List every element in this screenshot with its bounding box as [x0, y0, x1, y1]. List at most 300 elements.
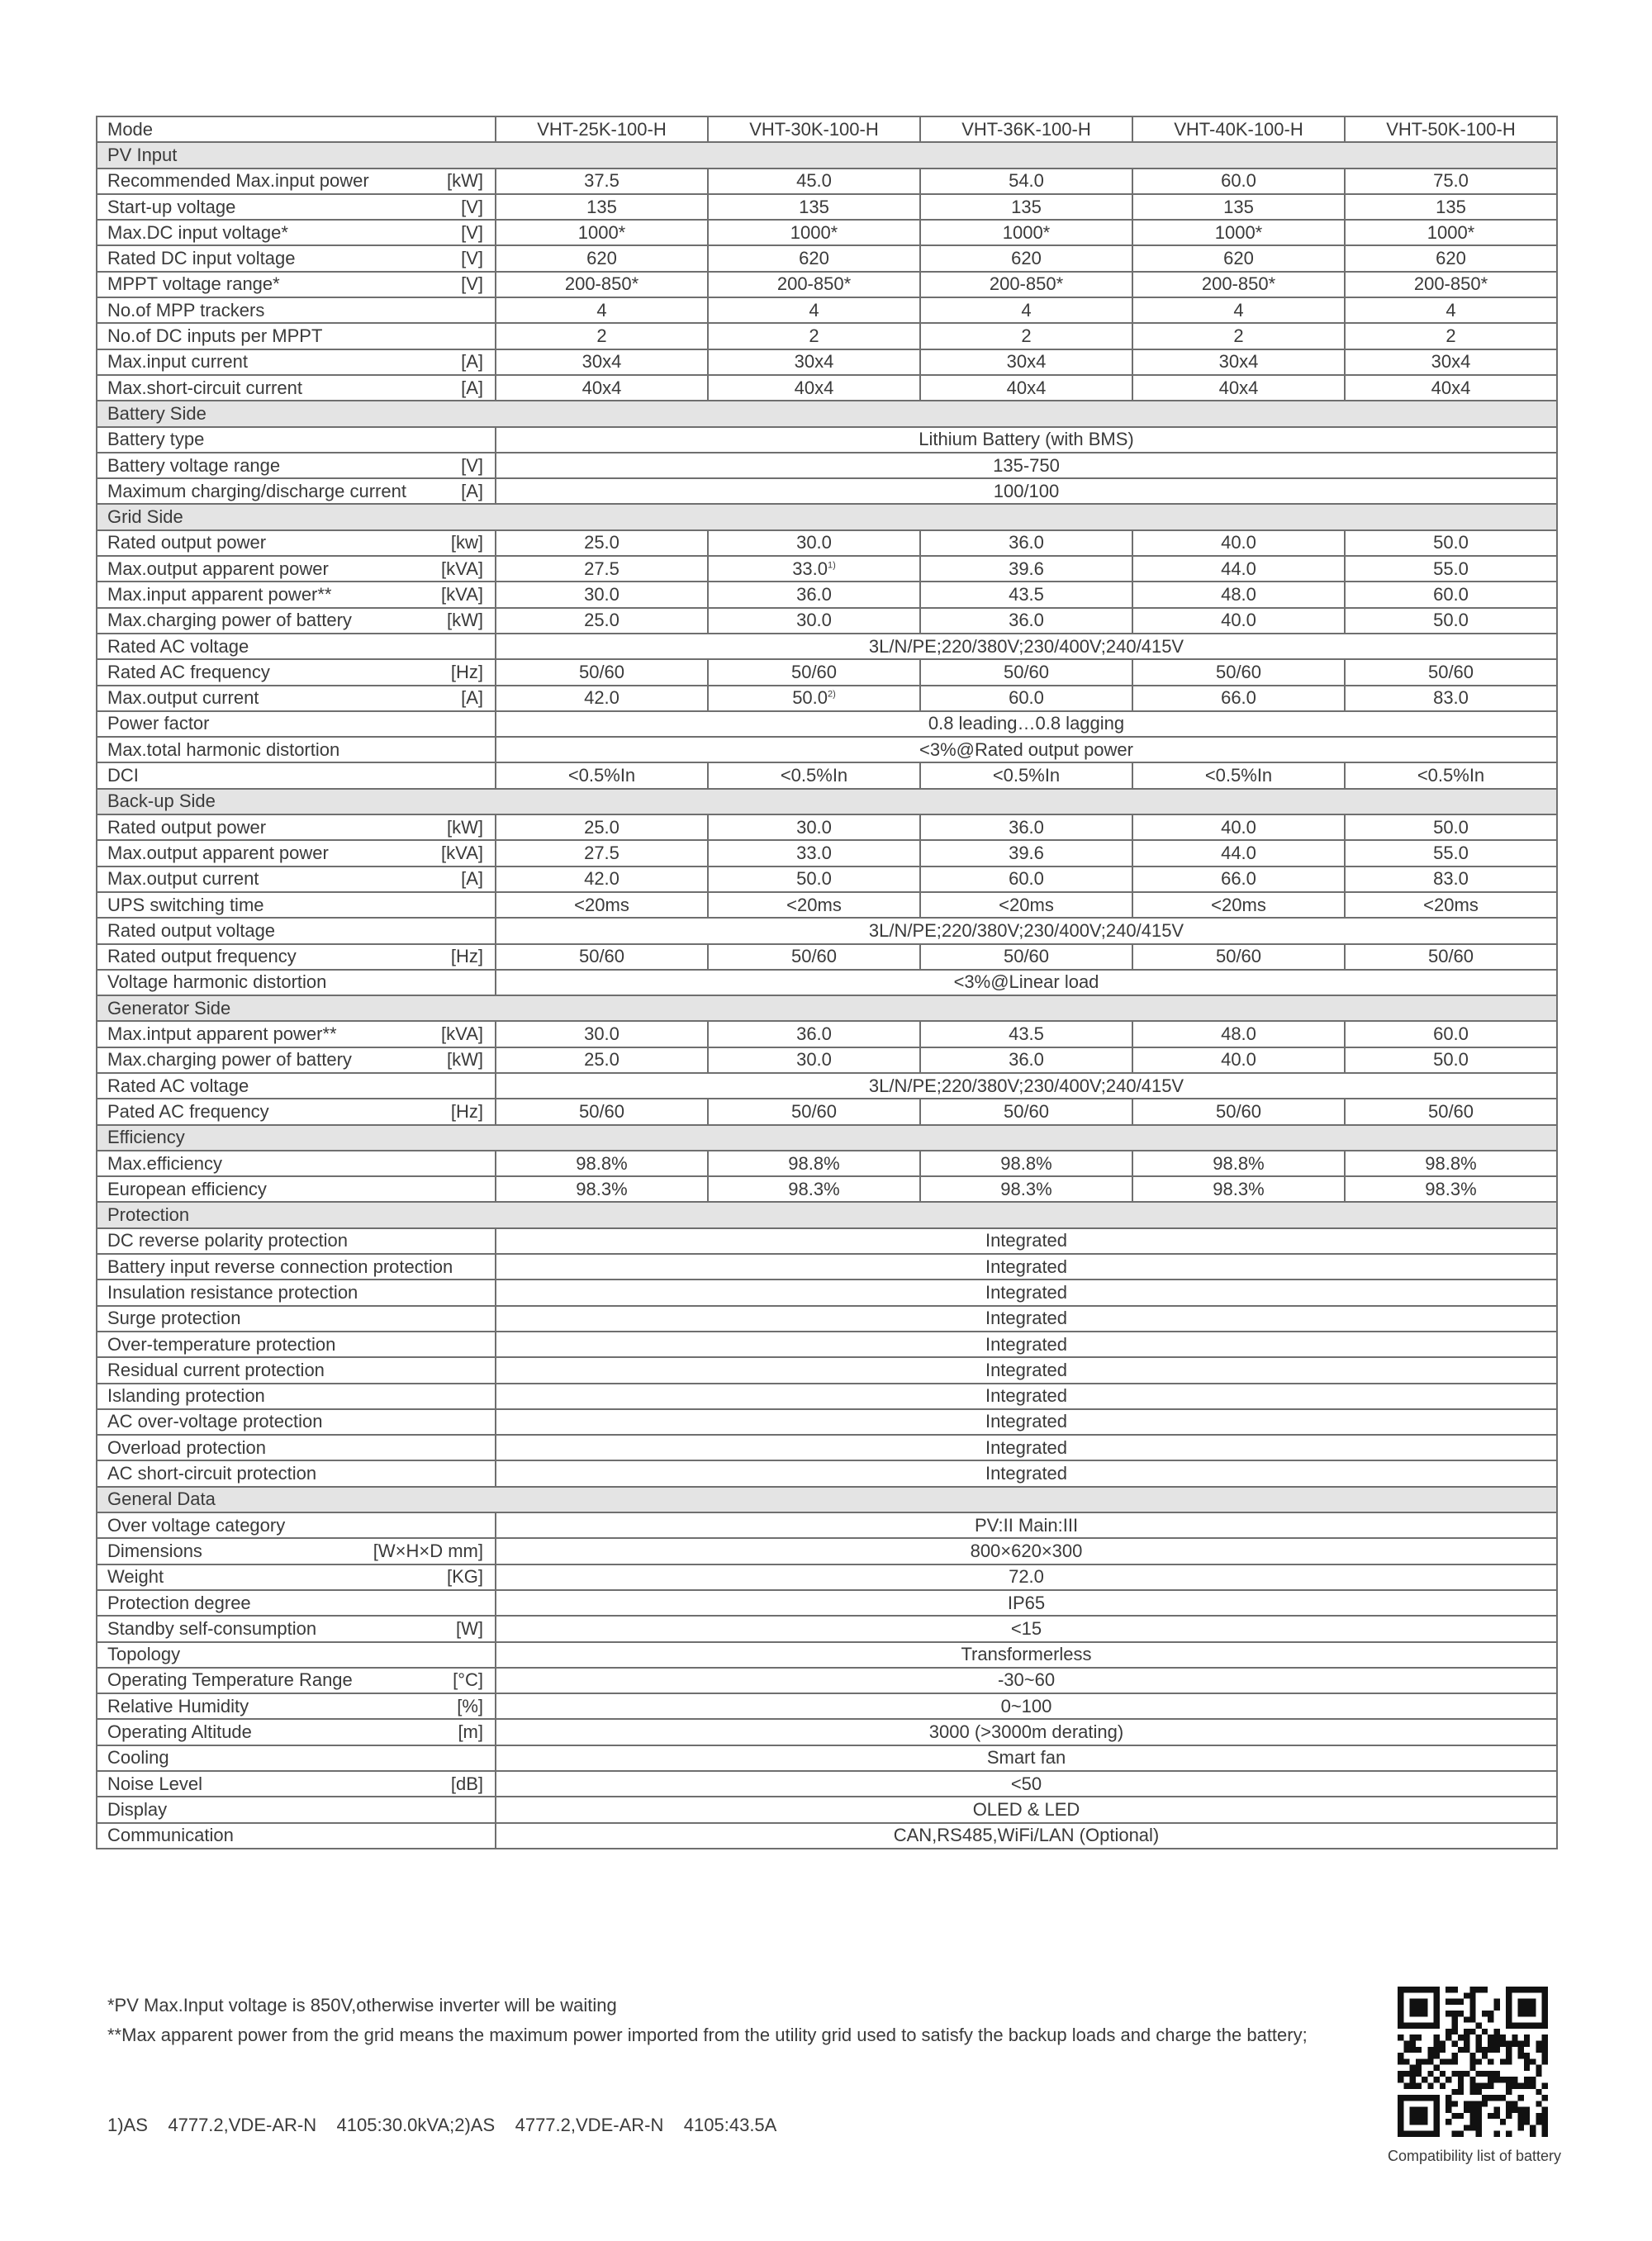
spec-value-text: 30x4: [582, 351, 622, 373]
spec-value: [496, 686, 708, 711]
footnote-marker: 1): [828, 560, 836, 571]
spec-row: [97, 608, 1557, 634]
spec-row: [97, 1099, 1557, 1124]
spec-value-text: 48.0: [1221, 583, 1256, 605]
spec-label-cell: [97, 1590, 496, 1616]
section-title: Efficiency: [97, 1125, 1557, 1151]
spec-label: Operating Temperature Range: [107, 1669, 353, 1691]
spec-unit: [kW]: [447, 1049, 483, 1071]
spec-label-cell: [97, 1771, 496, 1797]
spec-row: [97, 1435, 1557, 1460]
spec-value: [708, 194, 920, 220]
spec-label: Max.output apparent power: [107, 842, 329, 863]
spec-label: Voltage harmonic distortion: [107, 971, 327, 993]
spec-label-cell: [97, 1047, 496, 1073]
spec-value: [920, 1099, 1132, 1124]
spec-value: [920, 866, 1132, 892]
spec-value-shared: PV:II Main:III: [496, 1512, 1557, 1538]
spec-label: Residual current protection: [107, 1359, 325, 1380]
spec-value: [708, 1047, 920, 1073]
spec-value-text: 60.0: [1009, 868, 1044, 890]
section-title: Back-up Side: [97, 789, 1557, 814]
model-name: VHT-40K-100-H: [1132, 116, 1345, 142]
spec-row: [97, 478, 1557, 504]
spec-value-shared: 135-750: [496, 453, 1557, 478]
spec-row: [97, 918, 1557, 943]
spec-value: [920, 944, 1132, 970]
spec-value-shared: Integrated: [496, 1332, 1557, 1357]
spec-unit: [kVA]: [441, 842, 483, 863]
spec-value-text: 40.0: [1221, 532, 1256, 553]
spec-value-text: <20ms: [574, 894, 629, 915]
spec-label-cell: [97, 1073, 496, 1099]
spec-value: [496, 194, 708, 220]
model-name: VHT-25K-100-H: [496, 116, 708, 142]
spec-label-cell: [97, 1306, 496, 1332]
spec-value-text: 66.0: [1221, 868, 1256, 890]
spec-value-text: 2: [1021, 325, 1032, 347]
spec-value-text: 50.0: [1433, 532, 1469, 553]
spec-label: AC over-voltage protection: [107, 1411, 323, 1432]
spec-value: [1132, 375, 1345, 401]
spec-unit: [V]: [461, 248, 483, 269]
spec-value-shared: 0.8 leading…0.8 lagging: [496, 711, 1557, 737]
spec-value-text: 2: [1446, 325, 1456, 347]
spec-label: Communication: [107, 1825, 234, 1846]
spec-value-text: 200-850*: [989, 273, 1064, 295]
spec-label-cell: [97, 840, 496, 866]
spec-unit: [m]: [458, 1721, 483, 1743]
spec-unit: [A]: [461, 868, 483, 890]
spec-value-text: 33.0: [792, 558, 828, 579]
spec-value-text: <0.5%In: [567, 765, 636, 786]
spec-value: [1132, 608, 1345, 634]
spec-label-cell: [97, 918, 496, 943]
spec-value-text: 200-850*: [564, 273, 639, 295]
spec-value-shared: Integrated: [496, 1357, 1557, 1383]
spec-label: MPPT voltage range*: [107, 273, 280, 295]
spec-row: [97, 814, 1557, 840]
spec-value-text: 98.3%: [788, 1178, 840, 1199]
spec-unit: [%]: [457, 1695, 483, 1716]
spec-value-text: 200-850*: [776, 273, 852, 295]
section-row: [97, 142, 1557, 168]
spec-value-shared: Transformerless: [496, 1642, 1557, 1668]
spec-label-cell: [97, 245, 496, 271]
spec-value: [920, 762, 1132, 788]
spec-value-text: 50.0: [796, 868, 832, 890]
spec-unit: [W]: [456, 1617, 483, 1639]
footnote-pv-voltage: *PV Max.Input voltage is 850V,otherwise inverter will be waiting: [107, 1995, 617, 2015]
spec-row: [97, 866, 1557, 892]
spec-value-text: 60.0: [1221, 170, 1256, 192]
spec-row: [97, 1745, 1557, 1771]
spec-unit: [kw]: [450, 532, 483, 553]
spec-value-text: 30.0: [796, 1049, 832, 1071]
spec-value-text: 98.8%: [576, 1152, 628, 1174]
spec-row: [97, 1021, 1557, 1047]
spec-label-cell: [97, 194, 496, 220]
spec-value-shared: Integrated: [496, 1435, 1557, 1460]
spec-unit: [V]: [461, 273, 483, 295]
spec-label-cell: [97, 1512, 496, 1538]
section-title: Battery Side: [97, 401, 1557, 426]
spec-value: [1345, 220, 1557, 245]
spec-unit: [A]: [461, 351, 483, 373]
spec-unit: [A]: [461, 377, 483, 398]
spec-row: [97, 1538, 1557, 1564]
spec-label-cell: [97, 1823, 496, 1849]
spec-label-cell: [97, 556, 496, 582]
spec-value-text: 1000*: [1214, 221, 1263, 243]
spec-row: [97, 1823, 1557, 1849]
spec-row: [97, 840, 1557, 866]
spec-value-text: 50/60: [1427, 661, 1474, 682]
spec-value-text: 25.0: [584, 816, 620, 838]
spec-value-text: 36.0: [1009, 816, 1044, 838]
spec-value-text: 66.0: [1221, 687, 1256, 709]
spec-value: [1345, 297, 1557, 323]
spec-unit: [A]: [461, 480, 483, 501]
spec-value-shared: Integrated: [496, 1228, 1557, 1254]
spec-value-text: 27.5: [584, 842, 620, 863]
spec-value-text: 60.0: [1433, 1023, 1469, 1045]
spec-label-cell: [97, 814, 496, 840]
spec-value-text: 50/60: [790, 1100, 838, 1122]
spec-value-text: 40x4: [794, 377, 834, 398]
spec-value: [1345, 762, 1557, 788]
spec-label-cell: [97, 711, 496, 737]
spec-value: [708, 530, 920, 556]
spec-value-text: 50/60: [790, 661, 838, 682]
spec-value-text: 40x4: [1006, 377, 1047, 398]
spec-value-text: 50/60: [1215, 946, 1262, 967]
spec-value: [708, 297, 920, 323]
spec-value-text: 48.0: [1221, 1023, 1256, 1045]
spec-label-cell: [97, 1460, 496, 1486]
spec-value-text: 98.8%: [1213, 1152, 1265, 1174]
spec-value: [1345, 1176, 1557, 1202]
spec-row: [97, 245, 1557, 271]
section-title: General Data: [97, 1487, 1557, 1512]
spec-row: [97, 1668, 1557, 1693]
spec-label: Islanding protection: [107, 1385, 265, 1407]
spec-value: [496, 245, 708, 271]
spec-value-text: 50/60: [1003, 1100, 1050, 1122]
spec-value: [708, 814, 920, 840]
spec-value-shared: 3L/N/PE;220/380V;230/400V;240/415V: [496, 634, 1557, 659]
spec-label-cell: [97, 1357, 496, 1383]
spec-value-text: 4: [1021, 299, 1032, 320]
spec-value-shared: Lithium Battery (with BMS): [496, 427, 1557, 453]
spec-value-text: 40x4: [1218, 377, 1259, 398]
spec-value-text: 40x4: [1431, 377, 1471, 398]
spec-value: [920, 659, 1132, 685]
spec-value: [1345, 556, 1557, 582]
spec-row: [97, 737, 1557, 762]
mode-label: Mode: [97, 116, 496, 142]
spec-value: [1345, 814, 1557, 840]
spec-row: [97, 169, 1557, 194]
spec-value-text: 135: [586, 196, 617, 217]
spec-value-text: <20ms: [999, 894, 1054, 915]
spec-value-shared: 0~100: [496, 1693, 1557, 1719]
spec-label: Pated AC frequency: [107, 1100, 269, 1122]
spec-label-cell: [97, 582, 496, 607]
spec-value-text: <20ms: [1423, 894, 1479, 915]
spec-unit: [kW]: [447, 170, 483, 192]
spec-value: [1345, 245, 1557, 271]
spec-label-cell: [97, 220, 496, 245]
spec-value-text: 60.0: [1433, 583, 1469, 605]
spec-table-body: [97, 116, 1557, 1849]
spec-label-cell: [97, 272, 496, 297]
spec-value-text: 98.8%: [1000, 1152, 1052, 1174]
section-row: [97, 1487, 1557, 1512]
spec-unit: [Hz]: [450, 1100, 483, 1122]
section-row: [97, 995, 1557, 1021]
spec-value: [1345, 944, 1557, 970]
spec-label-cell: [97, 892, 496, 918]
spec-label-cell: [97, 608, 496, 634]
spec-label-cell: [97, 478, 496, 504]
spec-label: Noise Level: [107, 1773, 202, 1794]
spec-value-text: 98.3%: [1213, 1178, 1265, 1199]
spec-value: [708, 323, 920, 349]
spec-value-text: 98.8%: [1425, 1152, 1477, 1174]
spec-label-cell: [97, 1176, 496, 1202]
spec-value: [920, 582, 1132, 607]
spec-value-text: 200-850*: [1201, 273, 1276, 295]
spec-value-text: <20ms: [786, 894, 842, 915]
spec-value: [1345, 530, 1557, 556]
spec-value: [496, 608, 708, 634]
spec-value: [496, 866, 708, 892]
spec-label: Protection degree: [107, 1592, 251, 1613]
spec-value-shared: Integrated: [496, 1460, 1557, 1486]
spec-label: Rated AC voltage: [107, 1075, 249, 1096]
spec-value-text: 25.0: [584, 532, 620, 553]
spec-unit: [KG]: [446, 1566, 483, 1588]
spec-row: [97, 1254, 1557, 1280]
spec-value-text: 200-850*: [1413, 273, 1488, 295]
spec-value: [1132, 866, 1345, 892]
spec-row: [97, 194, 1557, 220]
spec-label: Max.output current: [107, 687, 259, 709]
spec-unit: [°C]: [453, 1669, 483, 1691]
spec-value-shared: Integrated: [496, 1384, 1557, 1409]
spec-value-shared: <15: [496, 1616, 1557, 1641]
spec-label-cell: [97, 1228, 496, 1254]
spec-table: [96, 116, 1558, 1849]
spec-value-text: 135: [1223, 196, 1254, 217]
spec-value-text: <0.5%In: [1204, 765, 1273, 786]
spec-label: Relative Humidity: [107, 1695, 249, 1716]
spec-value-text: 1000*: [1427, 221, 1475, 243]
spec-value-text: 44.0: [1221, 558, 1256, 579]
spec-value-text: 2: [596, 325, 607, 347]
spec-value-text: 30.0: [796, 610, 832, 631]
spec-value: [920, 530, 1132, 556]
spec-value: [1132, 582, 1345, 607]
spec-label-cell: [97, 970, 496, 995]
spec-label: European efficiency: [107, 1178, 267, 1199]
spec-unit: [V]: [461, 196, 483, 217]
spec-unit: [V]: [461, 221, 483, 243]
section-row: [97, 1202, 1557, 1227]
spec-value-shared: <3%@Linear load: [496, 970, 1557, 995]
spec-label-cell: [97, 659, 496, 685]
spec-value-text: 135: [799, 196, 829, 217]
spec-value: [1132, 814, 1345, 840]
spec-label: Insulation resistance protection: [107, 1282, 358, 1303]
spec-value: [1345, 323, 1557, 349]
spec-value-shared: 3000 (>3000m derating): [496, 1719, 1557, 1745]
spec-label: Overload protection: [107, 1436, 266, 1458]
spec-value-text: 1000*: [1002, 221, 1051, 243]
spec-value-text: 25.0: [584, 1049, 620, 1071]
spec-value: [920, 1176, 1132, 1202]
spec-value: [708, 1151, 920, 1176]
spec-label: Rated output power: [107, 532, 267, 553]
spec-value: [496, 323, 708, 349]
spec-label-cell: [97, 1332, 496, 1357]
spec-value: [496, 840, 708, 866]
spec-label: Max.total harmonic distortion: [107, 738, 340, 760]
footnote-standards: 1)AS 4777.2,VDE-AR-N 4105:30.0kVA;2)AS 4777.2,VDE-AR-N 4105:43.5A: [107, 2115, 777, 2135]
spec-label-cell: [97, 1616, 496, 1641]
spec-value: [708, 866, 920, 892]
spec-label-cell: [97, 323, 496, 349]
spec-row: [97, 349, 1557, 375]
spec-row: [97, 659, 1557, 685]
spec-value-text: 98.3%: [1425, 1178, 1477, 1199]
spec-value-text: <0.5%In: [992, 765, 1061, 786]
spec-value-text: 4: [1446, 299, 1456, 320]
spec-label: Rated output voltage: [107, 919, 276, 941]
spec-label: DC reverse polarity protection: [107, 1230, 349, 1251]
spec-value-text: 50/60: [578, 661, 625, 682]
spec-unit: [kVA]: [441, 1023, 483, 1045]
spec-value: [496, 349, 708, 375]
spec-value: [920, 840, 1132, 866]
spec-value-text: 4: [809, 299, 819, 320]
spec-label-cell: [97, 1745, 496, 1771]
spec-value-shared: 3L/N/PE;220/380V;230/400V;240/415V: [496, 918, 1557, 943]
spec-value-text: 43.5: [1009, 583, 1044, 605]
spec-value: [1132, 659, 1345, 685]
spec-value-text: 50/60: [1003, 946, 1050, 967]
spec-value-shared: Integrated: [496, 1306, 1557, 1332]
spec-value: [708, 840, 920, 866]
spec-value-text: 40.0: [1221, 816, 1256, 838]
section-title: Generator Side: [97, 995, 1557, 1021]
spec-value-text: 50/60: [578, 946, 625, 967]
spec-value-text: 30x4: [794, 351, 834, 373]
spec-label-cell: [97, 686, 496, 711]
spec-value-text: <0.5%In: [780, 765, 848, 786]
spec-value: [1132, 194, 1345, 220]
spec-unit: [Hz]: [450, 661, 483, 682]
spec-value: [496, 297, 708, 323]
spec-value-shared: -30~60: [496, 1668, 1557, 1693]
spec-label: Max.efficiency: [107, 1152, 222, 1174]
spec-value-shared: OLED & LED: [496, 1797, 1557, 1822]
spec-row: [97, 272, 1557, 297]
spec-value: [708, 245, 920, 271]
spec-value: [496, 1176, 708, 1202]
spec-value-text: 4: [1233, 299, 1244, 320]
spec-label: Max.DC input voltage*: [107, 221, 288, 243]
spec-value: [1132, 245, 1345, 271]
spec-value-text: 50.0: [1433, 1049, 1469, 1071]
spec-value-text: 37.5: [584, 170, 620, 192]
spec-label: Over voltage category: [107, 1514, 286, 1536]
spec-value: [920, 297, 1132, 323]
spec-value: [708, 686, 920, 711]
spec-value: [1345, 1099, 1557, 1124]
spec-value: [496, 556, 708, 582]
spec-value: [496, 944, 708, 970]
spec-value-text: 620: [799, 248, 829, 269]
spec-value: [708, 349, 920, 375]
spec-label-cell: [97, 1280, 496, 1305]
spec-value-text: 39.6: [1009, 842, 1044, 863]
spec-value: [496, 375, 708, 401]
spec-row: [97, 1564, 1557, 1590]
footnote-apparent-power: **Max apparent power from the grid means the maximum power imported from the utility grid used to satisfy the backup loads and charge the battery;: [107, 2025, 1308, 2045]
spec-value-text: 55.0: [1433, 842, 1469, 863]
spec-value: [1132, 1099, 1345, 1124]
spec-value: [708, 556, 920, 582]
spec-unit: [kVA]: [441, 558, 483, 579]
spec-value-shared: <3%@Rated output power: [496, 737, 1557, 762]
model-name: VHT-30K-100-H: [708, 116, 920, 142]
spec-value: [496, 1021, 708, 1047]
spec-value: [1345, 375, 1557, 401]
spec-value: [1345, 349, 1557, 375]
spec-value: [1345, 608, 1557, 634]
spec-label-cell: [97, 1797, 496, 1822]
spec-label: Display: [107, 1798, 168, 1820]
spec-value-text: 135: [1436, 196, 1466, 217]
spec-value-text: 50.0: [1433, 610, 1469, 631]
spec-value: [496, 272, 708, 297]
spec-value-text: <20ms: [1211, 894, 1266, 915]
spec-label-cell: [97, 737, 496, 762]
spec-row: [97, 1719, 1557, 1745]
model-name: VHT-50K-100-H: [1345, 116, 1557, 142]
spec-label: Surge protection: [107, 1308, 241, 1329]
spec-value: [920, 608, 1132, 634]
spec-value-text: 36.0: [796, 583, 832, 605]
spec-value: [496, 1047, 708, 1073]
spec-value: [496, 220, 708, 245]
spec-value-text: 98.8%: [788, 1152, 840, 1174]
spec-value: [1345, 840, 1557, 866]
spec-value: [920, 375, 1132, 401]
spec-row: [97, 944, 1557, 970]
spec-value: [1345, 866, 1557, 892]
spec-row: [97, 686, 1557, 711]
model-name: VHT-36K-100-H: [920, 116, 1132, 142]
spec-value: [1345, 169, 1557, 194]
spec-value: [496, 659, 708, 685]
spec-value-text: 40.0: [1221, 1049, 1256, 1071]
spec-row: [97, 711, 1557, 737]
spec-value: [920, 1021, 1132, 1047]
spec-value: [496, 814, 708, 840]
